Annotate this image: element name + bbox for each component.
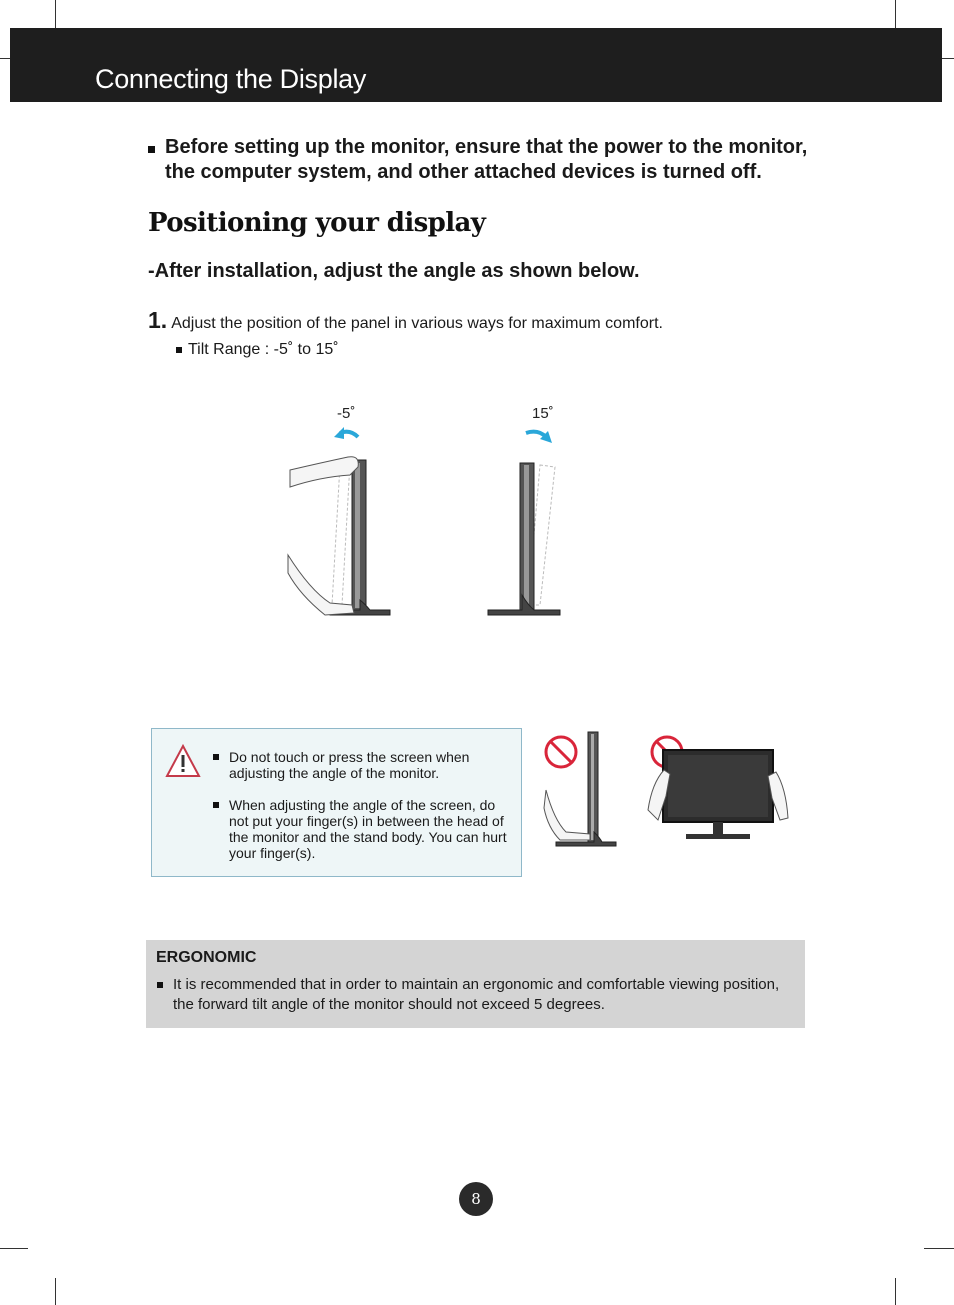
caution-text-1: Do not touch or press the screen when adjusting the angle of the monitor. (229, 749, 470, 781)
monitor-front-hands-icon (648, 750, 788, 839)
crop-mark (55, 1278, 56, 1305)
warning-triangle-icon (165, 744, 201, 778)
tilt-range-text: Tilt Range : -5˚ to 15˚ (188, 341, 339, 358)
ergonomic-box (146, 940, 805, 1028)
bullet-icon (148, 146, 155, 153)
caution-text-2: When adjusting the angle of the screen, do not put your finger(s) in between the head of the monitor and the stand body. You can hurt your finger(s). (229, 797, 507, 861)
crop-mark (0, 1248, 28, 1249)
step-1 (148, 307, 663, 334)
tilt-illustration (270, 395, 590, 620)
caution-illustrations (540, 728, 800, 858)
crop-mark (895, 0, 896, 28)
bullet-icon (157, 982, 163, 988)
crop-mark (924, 1248, 954, 1249)
page-header (10, 28, 942, 102)
crop-mark (895, 1278, 896, 1305)
page-number: 8 (459, 1182, 493, 1216)
tilt-back-arrow-icon (334, 427, 358, 439)
left-angle-label: -5˚ (337, 405, 356, 422)
bullet-icon (213, 802, 219, 808)
crop-mark (942, 58, 954, 59)
bullet-icon (213, 754, 219, 760)
bullet-icon (176, 347, 182, 353)
subheading: -After installation, adjust the angle as shown below. (148, 260, 640, 282)
ergonomic-text: It is recommended that in order to maintain an ergonomic and comfortable viewing position, the forward tilt angle of the monitor should not exceed 5 degrees. (173, 976, 780, 1013)
right-angle-label: 15˚ (532, 405, 554, 422)
page-title: Connecting the Display (95, 64, 367, 94)
crop-mark (0, 58, 10, 59)
step-number: 1. (148, 307, 168, 333)
step-text: Adjust the position of the panel in various ways for maximum comfort. (171, 315, 663, 332)
crop-mark (55, 0, 56, 28)
prohibited-icon (546, 737, 576, 767)
section-title: Positioning your display (148, 208, 486, 238)
monitor-side-hand-icon (544, 732, 616, 846)
ergonomic-title: ERGONOMIC (156, 949, 257, 966)
caution-illustration (540, 728, 800, 853)
caution-box (151, 728, 522, 877)
lead-text: Before setting up the monitor, ensure that the power to the monitor, the computer system, and other attached devices is turned off. (165, 136, 808, 183)
tilt-range (176, 341, 339, 359)
tilt-forward-arrow-icon (526, 431, 552, 443)
monitor-tilted-forward-icon (488, 463, 560, 615)
monitor-tilted-back-icon (288, 457, 390, 615)
tilt-diagram (270, 395, 590, 625)
